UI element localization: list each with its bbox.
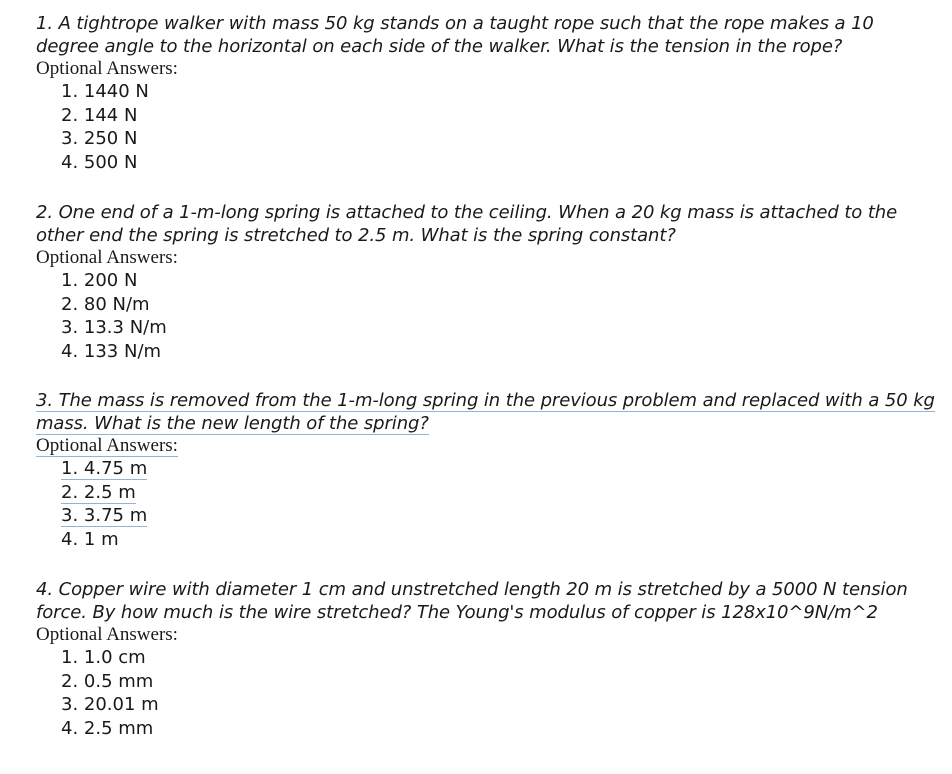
optional-answers-label: Optional Answers: bbox=[36, 247, 178, 268]
answer-option: 1. 200 N bbox=[61, 270, 138, 291]
answer-option: 2. 0.5 mm bbox=[61, 670, 154, 692]
answer-list bbox=[36, 269, 936, 363]
answer-option: 2. 144 N bbox=[61, 104, 138, 126]
answer-option-text: 1. 4.75 m bbox=[61, 458, 148, 479]
optional-answers-label: Optional Answers: bbox=[36, 58, 178, 79]
answer-option bbox=[61, 504, 936, 528]
answer-list bbox=[36, 80, 936, 174]
answer-option: 2. 80 N/m bbox=[61, 293, 150, 315]
question-text: 2. One end of a 1-m-long spring is attached to the ceiling. When a 20 kg mass is attached to the other end the spring is stretched to 2.5 m. What is the spring constant? bbox=[36, 202, 898, 246]
question-4 bbox=[36, 578, 936, 740]
question-text: 1. A tightrope walker with mass 50 kg stands on a taught rope such that the rope makes a 10 degree angle to the horizontal on each side of the walker. What is the tension in the rope? bbox=[36, 13, 874, 57]
optional-answers-label-highlight: Optional Answers: bbox=[36, 435, 178, 456]
question-text-highlight: 3. The mass is removed from the 1-m-long spring in the previous problem and replaced with a 50 kg mass. What is the new length of the spring? bbox=[36, 390, 935, 434]
question-3 bbox=[36, 389, 936, 551]
optional-answers-label: Optional Answers: bbox=[36, 624, 178, 645]
answer-option: 4. 500 N bbox=[61, 151, 138, 173]
answer-list bbox=[36, 457, 936, 551]
answer-option: 3. 13.3 N/m bbox=[61, 317, 167, 338]
answer-option: 4. 1 m bbox=[61, 528, 119, 550]
optional-answers-label bbox=[36, 435, 936, 457]
answer-list bbox=[36, 646, 936, 740]
question-text bbox=[36, 389, 936, 435]
answer-option: 3. 20.01 m bbox=[61, 694, 159, 715]
answer-option: 1. 1.0 cm bbox=[61, 647, 146, 668]
answer-option-text: 2. 2.5 m bbox=[61, 481, 136, 503]
answer-option: 1. 1440 N bbox=[61, 81, 149, 102]
answer-option-text: 3. 3.75 m bbox=[61, 505, 148, 526]
answer-option: 4. 2.5 mm bbox=[61, 717, 154, 739]
answer-option bbox=[61, 457, 936, 481]
question-1 bbox=[36, 12, 936, 174]
question-text: 4. Copper wire with diameter 1 cm and unstretched length 20 m is stretched by a 5000 N tension force. By how much is the wire stretched? The Young's modulus of copper is 128x10^9N/m^2 bbox=[36, 579, 908, 623]
answer-option: 4. 133 N/m bbox=[61, 340, 162, 362]
question-2 bbox=[36, 201, 936, 363]
answer-option bbox=[61, 481, 936, 505]
answer-option: 3. 250 N bbox=[61, 128, 138, 149]
